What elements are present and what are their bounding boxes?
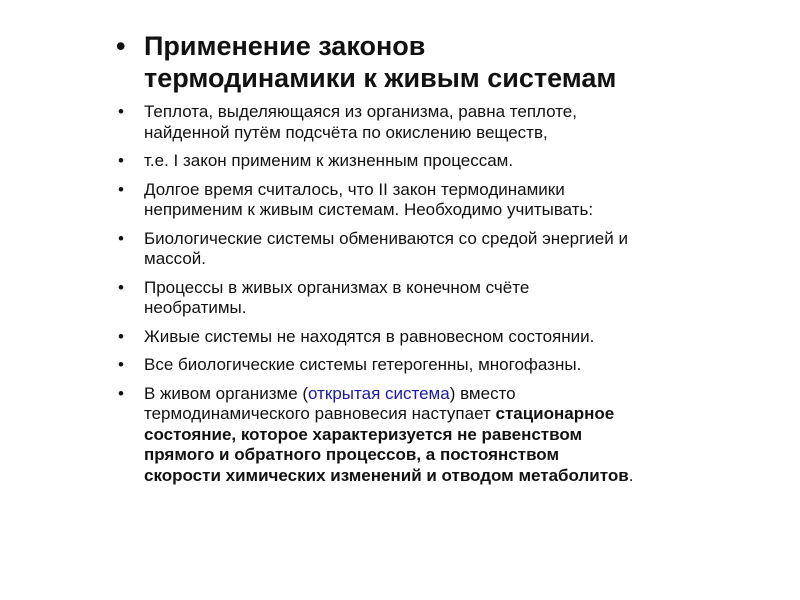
bullet-8-bold-line-3: состояние, которое характеризуется не равенством <box>144 424 583 444</box>
bullet-4-line-1: Биологические системы обмениваются со средой энергией и <box>144 228 628 248</box>
bullet-8-part-2: ) вместо <box>449 383 516 403</box>
bullet-5-line-1: Процессы в живых организмах в конечном счёте <box>144 277 530 297</box>
bullet-7-line-1: Все биологические системы гетерогенны, многофазны. <box>144 355 582 374</box>
bullet-3-line-2: неприменим к живым системам. Необходимо учитывать: <box>144 200 594 219</box>
title-line-1: Применение законов <box>144 31 426 61</box>
bullet-8-bold-line-5: скорости химических изменений и отводом метаболитов <box>144 465 629 485</box>
bullet-8-line-2: термодинамического равновесия наступает <box>144 404 496 423</box>
bullet-list <box>117 30 787 494</box>
bullet-3-line-1: Долгое время считалось, что II закон термодинамики <box>144 179 565 199</box>
bullet-8-bold-line-2: стационарное <box>495 404 615 423</box>
slide-title <box>117 30 787 94</box>
bullet-1-line-1: Теплота, выделяющаяся из организма, равна теплоте, <box>144 102 577 121</box>
bullet-second-law <box>117 180 787 221</box>
bullet-2-line-1: т.е. I закон применим к жизненным процессам. <box>144 151 514 170</box>
bullet-8-part-1: В живом организме ( <box>144 383 309 403</box>
bullet-4-line-2: массой. <box>144 249 207 268</box>
bullet-steady-state <box>117 384 787 487</box>
bullet-5-line-2: необратимы. <box>144 298 247 317</box>
bullet-8-end: . <box>628 465 634 485</box>
bullet-heat-balance <box>117 102 787 143</box>
bullet-non-equilibrium <box>117 327 787 348</box>
bullet-heterogeneous <box>117 355 787 376</box>
title-line-2: термодинамики к живым системам <box>144 63 617 93</box>
bullet-irreversible <box>117 278 787 319</box>
bullet-exchange <box>117 229 787 270</box>
bullet-6-line-1: Живые системы не находятся в равновесном состоянии. <box>144 326 595 346</box>
bullet-1-line-2: найденной путём подсчёта по окислению веществ, <box>144 122 548 142</box>
open-system-highlight: открытая система <box>308 383 450 403</box>
bullet-8-bold-line-4: прямого и обратного процессов, а постоянством <box>144 445 560 464</box>
bullet-first-law <box>117 151 787 172</box>
